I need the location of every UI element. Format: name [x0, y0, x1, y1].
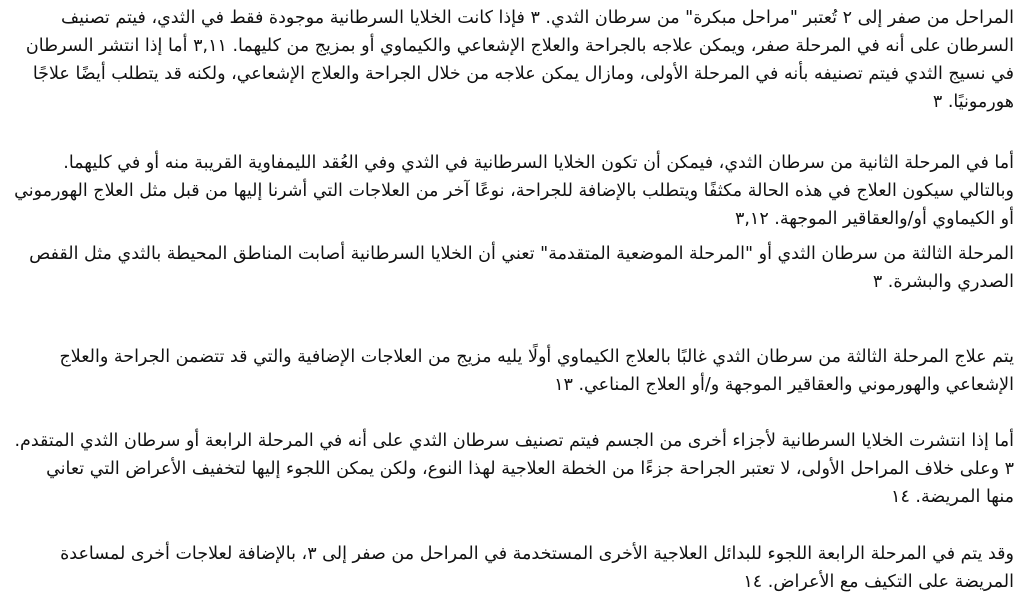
paragraph-early-stages: المراحل من صفر إلى ٢ تُعتبر "مراحل مبكرة" من سرطان الثدي. ٣ فإذا كانت الخلايا السرطانية موجودة فقط في الثدي، فيتم تصنيف السرطان على أنه في المرحلة صفر، ويمكن علاجه بالجراحة والعلاج الإشعاعي والكيماوي أو بمزيج من كليهما. ٣,١١ أما إذا انتشر السرطان في نسيج الثدي فيتم تصنيفه بأنه في المرحلة الأولى، ومازال يمكن علاجه من خلال الجراحة والعلاج الإشعاعي، ولكنه قد يتطلب أيضًا علاجًا هورمونيًا. ٣ — [25, 8, 1014, 112]
paragraph-stage-four-treatment: وقد يتم في المرحلة الرابعة اللجوء للبدائل العلاجية الأخرى المستخدمة في المراحل من صفر إلى ٣، بالإضافة لعلاجات أخرى لمساعدة المريضة على التكيف مع الأعراض. ١٤ — [60, 544, 1014, 592]
paragraph-stage-three: المرحلة الثالثة من سرطان الثدي أو "المرحلة الموضعية المتقدمة" تعني أن الخلايا السرطانية أصابت المناطق المحيطة بالثدي مثل القفص الصدري والبشرة. ٣ — [29, 244, 1014, 292]
paragraph-stage-four: أما إذا انتشرت الخلايا السرطانية لأجزاء أخرى من الجسم فيتم تصنيف سرطان الثدي على أنه في المرحلة الرابعة أو سرطان الثدي المتقدم. ٣ وعلى خلاف المراحل الأولى، لا تعتبر الجراحة جزءًا من الخطة العلاجية لهذا النوع، ولكن يمكن اللجوء إليها لتخفيف الأعراض التي تعاني منها المريضة. ١٤ — [14, 431, 1014, 507]
paragraph-stage-three-treatment: يتم علاج المرحلة الثالثة من سرطان الثدي غالبًا بالعلاج الكيماوي أولًا يليه مزيج من العلاجات الإضافية والتي قد تتضمن الجراحة والعلاج الإشعاعي والهورموني والعقاقير الموجهة و/أو العلاج المناعي. ١٣ — [59, 347, 1014, 395]
paragraph-stage-two: أما في المرحلة الثانية من سرطان الثدي، فيمكن أن تكون الخلايا السرطانية في الثدي وفي العُقد الليمفاوية القريبة منه أو في كليهما. وبالتالي سيكون العلاج في هذه الحالة مكثفًا ويتطلب بالإضافة للجراحة، نوعًا آخر من العلاجات التي أشرنا إليها من قبل مثل العلاج الهورموني أو الكيماوي أو/والعقاقير الموجهة. ٣,١٢ — [14, 153, 1014, 229]
